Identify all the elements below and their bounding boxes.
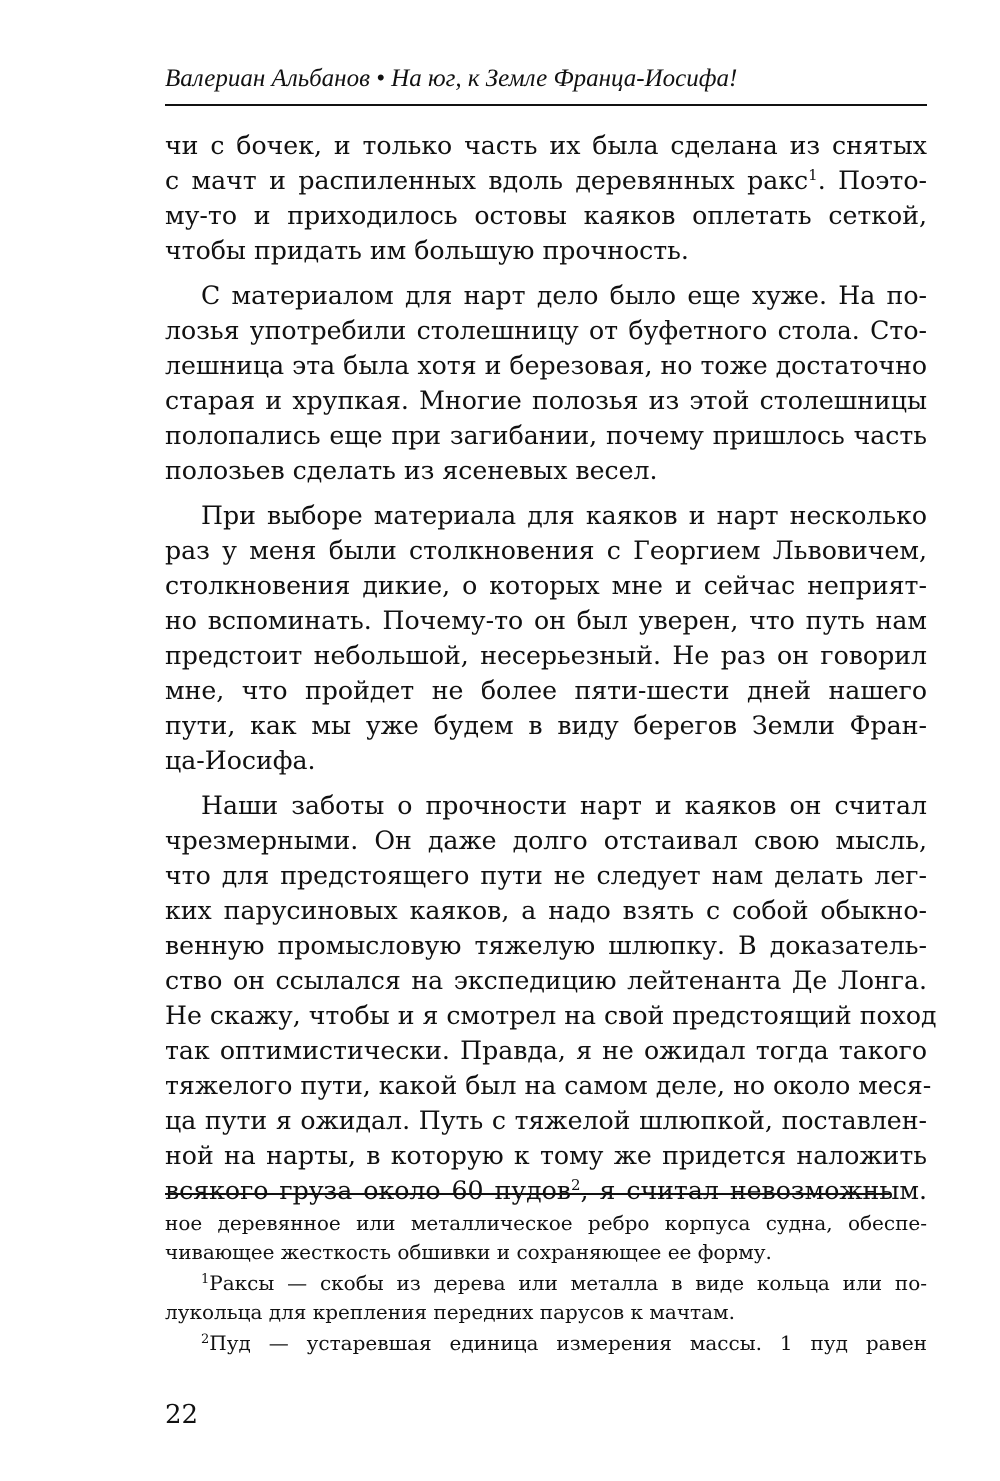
- footnote-rule: [165, 1193, 891, 1195]
- page-number: 22: [165, 1400, 199, 1430]
- footnote-1: $^1$Раксы — скобы из дерева или металла в виде кольца или по-: [201, 1271, 927, 1295]
- footnote-continued-line: чивающее жесткость обшивки и сохраняющее ее форму.: [165, 1240, 772, 1264]
- main-text: [165, 128, 937, 1208]
- text-line: ца пути я ожидал. Путь с тяжелой шлюпкой, поставлен-: [165, 1106, 927, 1135]
- text-line: что для предстоящего пути не следует нам делать лег-: [165, 861, 927, 890]
- text-line: ца-Иосифа.: [165, 746, 316, 775]
- text-line: Наши заботы о прочности нарт и каяков он считал: [201, 791, 927, 820]
- paragraph-1: [165, 128, 927, 268]
- running-head: Валериан Альбанов • На юг, к Земле Франца-Иосифа!: [165, 65, 738, 92]
- text-line: чтобы придать им большую прочность.: [165, 236, 689, 265]
- header-rule: [165, 104, 927, 106]
- text-line: му-то и приходилось остовы каяков оплетать сеткой,: [165, 201, 927, 230]
- footnote-ref: 1: [808, 166, 818, 184]
- paragraph-3: [165, 498, 927, 778]
- footnote-ref: 2: [570, 1176, 581, 1194]
- text-line: лешница эта была хотя и березовая, но тоже достаточно: [165, 351, 928, 380]
- text-line: старая и хрупкая. Многие полозья из этой столешницы: [165, 386, 927, 415]
- text-line: ких парусиновых каяков, а надо взять с собой обыкно-: [165, 896, 927, 925]
- text-line: венную промысловую тяжелую шлюпку. В доказатель-: [165, 931, 927, 960]
- footnote-continued-line: ное деревянное или металлическое ребро корпуса судна, обеспе-: [165, 1211, 927, 1235]
- text-line: полозьев сделать из ясеневых весел.: [165, 456, 658, 485]
- paragraph-4: [165, 788, 937, 1208]
- text-line: так оптимистически. Правда, я не ожидал тогда такого: [165, 1036, 927, 1065]
- text-line: лозья употребили столешницу от буфетного стола. Сто-: [165, 316, 927, 345]
- text-line: с мачт и распиленных вдоль деревянных ракс$^1$. Поэто-: [165, 166, 928, 195]
- footnote-mark: 1: [201, 1272, 210, 1287]
- text-line: но вспоминать. Почему-то он был уверен, что путь нам: [165, 606, 927, 635]
- text-line: тяжелого пути, какой был на самом деле, но около меся-: [165, 1071, 932, 1100]
- text-line: чи с бочек, и только часть их была сделана из снятых: [165, 131, 927, 160]
- text-line: всякого груза около 60 пудов$^2$, я считал невозможным.: [165, 1176, 927, 1205]
- footnote-2: $^2$Пуд — устаревшая единица измерения массы. 1 пуд равен: [201, 1331, 927, 1355]
- text-line: предстоит небольшой, несерьезный. Не раз он говорил: [165, 641, 927, 670]
- footnote-mark: 2: [201, 1332, 210, 1347]
- footnote-1-line: лукольца для крепления передних парусов к мачтам.: [165, 1300, 735, 1324]
- text-line: чрезмерными. Он даже долго отстаивал свою мысль,: [165, 826, 927, 855]
- paragraph-2: [165, 278, 927, 488]
- text-line: пути, как мы уже будем в виду берегов Земли Фран-: [165, 711, 927, 740]
- text-line: полопались еще при загибании, почему пришлось часть: [165, 421, 927, 450]
- text-line: ной на нарты, в которую к тому же придется наложить: [165, 1141, 927, 1170]
- text-line: С материалом для нарт дело было еще хуже. На по-: [201, 281, 927, 310]
- text-line: мне, что пройдет не более пяти-шести дней нашего: [165, 676, 927, 705]
- text-line: ство он ссылался на экспедицию лейтенанта Де Лонга.: [165, 966, 927, 995]
- text-line: столкновения дикие, о которых мне и сейчас неприят-: [165, 571, 927, 600]
- footnotes: [165, 1209, 927, 1358]
- text-line: раз у меня были столкновения с Георгием Львовичем,: [165, 536, 927, 565]
- text-line: Не скажу, чтобы и я смотрел на свой предстоящий поход: [165, 1001, 937, 1030]
- text-line: При выборе материала для каяков и нарт несколько: [201, 501, 927, 530]
